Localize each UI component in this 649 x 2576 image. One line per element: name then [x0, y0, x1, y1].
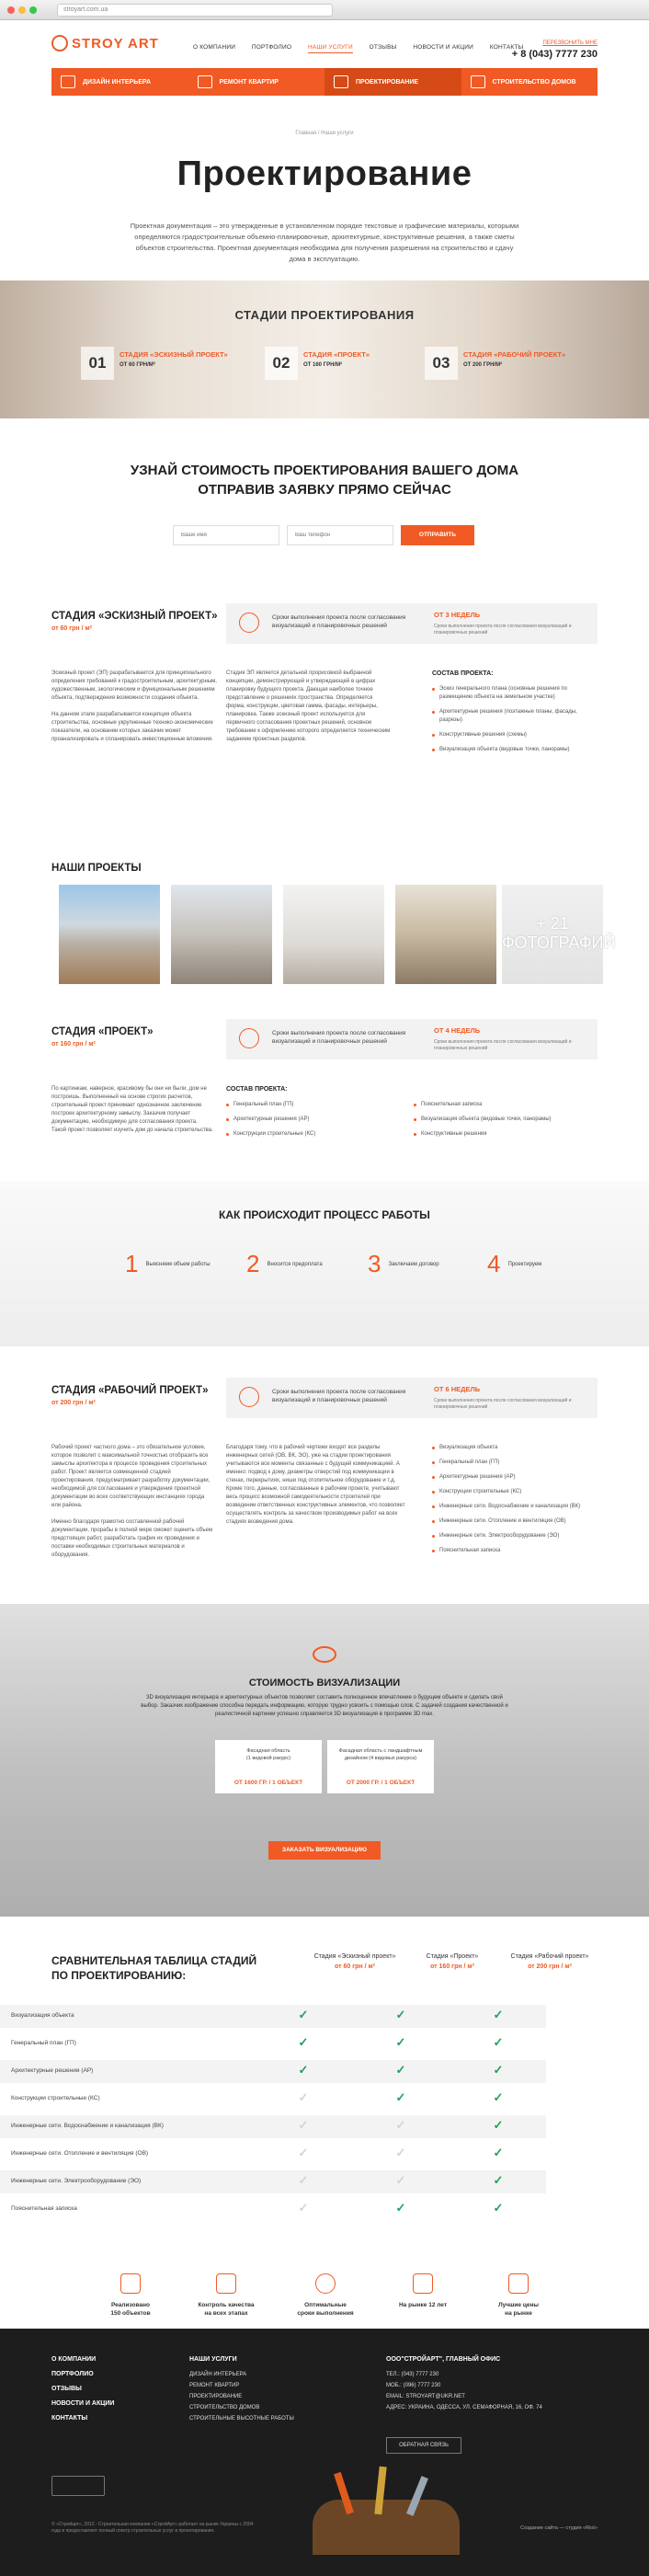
sketch-price: от 60 грн / м² — [51, 625, 92, 632]
feature-text: Контроль качества на всех этапах — [198, 2302, 255, 2317]
row-label: Инженерные сети. Отопление и вентиляция (ОВ) — [11, 2150, 149, 2157]
term-value: ОТ 3 НЕДЕЛЬ — [434, 611, 481, 619]
list-title: СОСТАВ ПРОЕКТА: — [432, 670, 494, 677]
term-note: Сроки выполнения проекта после согласования визуализаций и планировочных решений — [434, 1039, 572, 1051]
page-title: Проектирование — [176, 155, 473, 193]
contact-line: МОБ.: (096) 7777 230 — [386, 2383, 441, 2388]
sketch-title: СТАДИЯ «ЭСКИЗНЫЙ ПРОЕКТ» — [51, 611, 218, 622]
service-design[interactable]: ПРОЕКТИРОВАНИЕ — [324, 68, 461, 96]
projects-title: НАШИ ПРОЕКТЫ — [51, 863, 142, 874]
minimize-window-icon[interactable] — [18, 6, 26, 14]
clock-icon — [239, 613, 259, 633]
footer-heading: НАШИ УСЛУГИ — [189, 2356, 237, 2363]
clock-icon — [315, 2273, 336, 2294]
sketch-text1b: На данном этапе разрабатывается концепция объекта строительства, основные укрупненные технико-экономические показатели, на основании которых заказчик может проанализировать и спланировать инвестиционные вложения. — [51, 712, 213, 742]
top-nav — [193, 44, 538, 51]
col-price: от 160 грн / м² — [430, 1963, 474, 1970]
table-row — [0, 2032, 546, 2055]
comparison-table — [0, 1917, 649, 2264]
tool-belt-image — [303, 2467, 469, 2558]
projects-gallery — [51, 863, 616, 982]
feature-item — [279, 2273, 371, 2318]
features-strip — [0, 2264, 649, 2329]
contact-line: ТЕЛ.: (043) 7777 230 — [386, 2372, 439, 2377]
phone-block — [512, 40, 598, 60]
check-icon: ✓ — [493, 2008, 504, 2021]
row-label: Архитектурные решения (АР) — [11, 2067, 94, 2074]
project-section — [0, 1006, 649, 1190]
feature-item — [85, 2273, 176, 2318]
project-photo[interactable] — [59, 885, 160, 984]
check-icon: ✓ — [493, 2201, 504, 2215]
list-item: Визуализация объекта (видовые точки, панорамы) — [414, 1116, 588, 1124]
project-price: от 160 грн / м² — [51, 1041, 96, 1048]
maximize-window-icon[interactable] — [29, 6, 37, 14]
working-price: от 200 грн / м² — [51, 1400, 96, 1406]
browser-chrome — [0, 0, 649, 20]
cta-section — [0, 418, 649, 589]
footer-link[interactable]: РЕМОНТ КВАРТИР — [189, 2383, 240, 2388]
nav-services[interactable]: НАШИ УСЛУГИ — [308, 44, 353, 53]
building-icon — [120, 2273, 141, 2294]
project-title: СТАДИЯ «ПРОЕКТ» — [51, 1026, 154, 1037]
card-label: Фасадная область с ландшафтным дизайном (4 видовых ракурса) — [338, 1748, 423, 1761]
name-input[interactable] — [173, 525, 279, 545]
stage-number: 01 — [81, 347, 114, 380]
list-item: Пояснительная записка — [432, 1547, 598, 1555]
sketch-term-box — [226, 603, 598, 644]
nav-contacts[interactable]: КОНТАКТЫ — [489, 44, 524, 51]
more-count: + 21 — [536, 914, 569, 933]
feature-text: Лучшие цены на рынке — [498, 2302, 539, 2317]
project-term-box — [226, 1019, 598, 1059]
list-title: СОСТАВ ПРОЕКТА: — [226, 1086, 288, 1093]
term-text: Сроки выполнения проекта после согласования визуализаций и планировочных решений — [272, 1030, 406, 1045]
row-label: Конструкции строительные (КС) — [11, 2095, 100, 2101]
term-value: ОТ 4 НЕДЕЛЬ — [434, 1026, 481, 1035]
diamond-icon — [216, 2273, 236, 2294]
list-item: Инженерные сети. Отопление и вентиляция (ОВ) — [432, 1517, 598, 1526]
term-note: Сроки выполнения проекта после согласования визуализаций и планировочных решений — [434, 1398, 572, 1410]
viz-text: 3D визуализация интерьера и архитектурных объектов позволяет составить полноценное впечатление о будущем объекте и сделать свой выбор. Заказчик изображение способна передать информацию, которую трудно усвоить с помощью слов. С задачей создания качественной и реалистичной картинки успешно справляется 3D визуализация в программе 3D max. — [141, 1695, 508, 1717]
order-viz-button[interactable]: ЗАКАЗАТЬ ВИЗУАЛИЗАЦИЮ — [268, 1841, 381, 1860]
feature-text: Реализовано 150 объектов — [110, 2302, 151, 2317]
list-item: Генеральный план (ГП) — [226, 1101, 410, 1109]
sketch-list — [432, 670, 598, 761]
list-item: Инженерные сети. Электрооборудование (ЭО) — [432, 1532, 598, 1540]
check-disabled-icon: ✓ — [298, 2090, 309, 2104]
table-row — [0, 2198, 546, 2221]
working-list — [432, 1444, 598, 1562]
feature-text: Оптимальные сроки выполнения — [297, 2302, 354, 2317]
row-label: Визуализация объекта — [11, 2012, 74, 2019]
project-photo[interactable] — [283, 885, 384, 984]
address-bar[interactable]: stroyart.com.ua — [57, 4, 333, 17]
list-item: Конструктивные решения — [414, 1130, 588, 1139]
footer-services — [189, 2354, 294, 2424]
contact-line: АДРЕС: УКРАИНА, ОДЕССА, УЛ. СЕМАФОРНАЯ, 16, ОФ. 74 — [386, 2405, 542, 2410]
site-footer — [0, 2329, 649, 2576]
stage-title: СТАДИЯ «РАБОЧИЙ ПРОЕКТ» — [463, 350, 566, 359]
clock-icon — [239, 1028, 259, 1048]
step-text: Вносится предоплата — [267, 1261, 323, 1267]
intro-text: Проектная документация – это утвержденные в установленном порядке текстовые и графические материалы, которыми определяются градостроительные объемно-планировочные, архитектурные, конструктивные решения, а также сметы объектов строительства. Проектная документация необходима для получения разрешения на строительство и сдачу дома в эксплуатацию. — [130, 222, 519, 263]
table-row — [0, 2088, 546, 2111]
sofa-icon — [61, 75, 75, 88]
card-label: Фасадная область (1 видовой ракурс) — [245, 1748, 291, 1761]
check-icon: ✓ — [493, 2118, 504, 2132]
callback-link[interactable]: ПЕРЕЗВОНИТЬ МНЕ — [542, 40, 598, 46]
list-item: Архитектурные решения (АР) — [226, 1116, 410, 1124]
step-number: 4 — [487, 1250, 501, 1277]
col-name: Стадия «Эскизный проект» — [313, 1953, 396, 1960]
table-row — [0, 2170, 546, 2193]
comparison-title: СРАВНИТЕЛЬНАЯ ТАБЛИЦА СТАДИЙ ПО ПРОЕКТИРОВАНИЮ: — [51, 1954, 257, 1982]
footer-link[interactable]: СТРОИТЕЛЬНЫЕ ВЫСОТНЫЕ РАБОТЫ — [189, 2416, 294, 2421]
step-number: 3 — [368, 1250, 381, 1277]
stage-card-2[interactable] — [265, 347, 430, 380]
term-text: Сроки выполнения проекта после согласования визуализаций и планировочных решений — [272, 614, 406, 629]
working-section — [0, 1365, 649, 1622]
process-step — [487, 1250, 607, 1278]
check-icon: ✓ — [493, 2035, 504, 2049]
list-item: Визуализация объекта — [432, 1444, 598, 1452]
list-item: Эскиз генерального плана (основные решения по размещению объекта на земельном участке) — [432, 685, 598, 702]
check-icon: ✓ — [395, 2090, 406, 2104]
check-disabled-icon: ✓ — [298, 2146, 309, 2159]
more-photos[interactable] — [502, 885, 616, 984]
stage-price: ОТ 60 ГРН/М² — [120, 362, 155, 368]
footer-link[interactable]: ДИЗАЙН ИНТЕРЬЕРА — [189, 2372, 247, 2377]
check-icon: ✓ — [493, 2146, 504, 2159]
list-item: Конструктивные решения (схемы) — [432, 731, 598, 739]
project-list2 — [414, 1101, 588, 1145]
contact-line: EMAIL: STROYART@UKR.NET — [386, 2394, 465, 2399]
list-item: Инженерные сети. Водоснабжение и канализация (ВК) — [432, 1503, 598, 1511]
viz-price-card — [215, 1740, 322, 1793]
check-icon: ✓ — [493, 2173, 504, 2187]
feedback-button[interactable]: ОБРАТНАЯ СВЯЗЬ — [386, 2437, 461, 2454]
list-item: Архитектурные решения (поэтажные планы, фасады, разрезы) — [432, 708, 598, 725]
house-icon — [471, 75, 485, 88]
service-renovation[interactable]: РЕМОНТ КВАРТИР — [188, 68, 325, 96]
check-icon: ✓ — [298, 2035, 309, 2049]
table-row — [0, 2060, 546, 2083]
check-icon: ✓ — [395, 2201, 406, 2215]
check-disabled-icon: ✓ — [395, 2173, 406, 2187]
feature-item — [473, 2273, 564, 2318]
viz-section — [0, 1604, 649, 1917]
step-text: Выясняем объем работы — [145, 1261, 211, 1267]
sketch-text1: Эскизный проект (ЭП) разрабатывается для принципиального определения требований к градостроительным, архитектурным, художественным, экологическим и функциональным решениям объекта, подтверждения возможности создания объекта. — [51, 670, 217, 701]
stage-number: 03 — [425, 347, 458, 380]
working-text2: Благодаря тому, что в рабочий чертежи входят все разделы инженерных сетей (ОВ, ВК, ЭО), уже на стадии проектирования учитываются все моменты связанные с будущей коммуникацией. А именно: подвод к дому, диаметры отверстий под коммуникации в стенах, перекрытиях, ниши под отопительное оборудование и т.д. Кроме того, данные, согласованные в рабочем проекте, учитывают весь процесс возможной самодеятельности строителей при возведении ответственных конструктивных элементов, что позволяет осуществлять контроль за качеством производимых работ на всех стадиях возведения дома. — [226, 1445, 405, 1525]
clock-icon — [239, 1387, 259, 1407]
more-label: ФОТОГРАФИЙ — [502, 933, 616, 952]
close-window-icon[interactable] — [7, 6, 15, 14]
check-disabled-icon: ✓ — [298, 2173, 309, 2187]
list-item: Пояснительная записка — [414, 1101, 588, 1109]
logo-icon — [51, 35, 68, 52]
col-name: Стадия «Рабочий проект» — [510, 1953, 589, 1960]
eye-icon — [313, 1646, 336, 1663]
copyright: © «Стройарт», 2012 - Строительная компания «СтройАрт» работает на рынке Украины с 2004 года и предоставляет полный спектр строительных услуг и проектирования. — [51, 2522, 254, 2534]
list-item: Конструкции строительные (КС) — [432, 1488, 598, 1496]
sketch-text-col1 — [51, 670, 217, 744]
service-interior[interactable]: ДИЗАЙН ИНТЕРЬЕРА — [51, 68, 188, 96]
table-col-header — [397, 1953, 507, 1970]
check-disabled-icon: ✓ — [298, 2118, 309, 2132]
feature-item — [377, 2273, 469, 2309]
list-item: Генеральный план (ГП) — [432, 1459, 598, 1467]
working-text1b: Именно благодаря грамотно составленной рабочей документации, прорабы в полной мере сможет оценить объем предстоящих работ, разработать график их проведения и поставки необходимых строительных материалов и оборудования. — [51, 1519, 213, 1558]
footer-link[interactable]: НОВОСТИ И АКЦИИ — [51, 2400, 115, 2407]
footer-link[interactable]: ОТЗЫВЫ — [51, 2386, 82, 2392]
check-icon: ✓ — [298, 2063, 309, 2077]
term-value: ОТ 6 НЕДЕЛЬ — [434, 1385, 481, 1393]
check-icon: ✓ — [298, 2008, 309, 2021]
process-title: КАК ПРОИСХОДИТ ПРОЦЕСС РАБОТЫ — [219, 1208, 430, 1221]
logo[interactable]: STROY ART — [51, 35, 159, 52]
stages-title: СТАДИИ ПРОЕКТИРОВАНИЯ — [234, 308, 415, 322]
footer-contacts — [386, 2354, 542, 2413]
nav-reviews[interactable]: ОТЗЫВЫ — [369, 44, 397, 51]
decor-logo — [51, 2476, 105, 2496]
sketch-text-col2 — [226, 670, 392, 744]
working-text-col1 — [51, 1444, 213, 1560]
stage-card-1[interactable] — [81, 347, 246, 380]
sketch-text2: Стадия ЭП является детальной прорисовкой выбранной концепции, демонстрирующей и утверждающей в цифрах планировку будущего проекта. Дающая наиболее точное представление о решениях пространства. Определяется форма, конструкции, цветовая гамма, фасады, интерьеры, планировка. Также эскизный проект используется для первичного согласования проектных решений, основное требование к оформлению которого определяется техническим заданием проектных разделов. — [226, 670, 391, 742]
footer-heading: ООО"СТРОЙАРТ", ГЛАВНЫЙ ОФИС — [386, 2356, 501, 2363]
working-term-box — [226, 1378, 598, 1418]
check-disabled-icon: ✓ — [395, 2146, 406, 2159]
col-name: Стадия «Проект» — [426, 1953, 479, 1960]
process-section — [0, 1181, 649, 1346]
service-construction[interactable]: СТРОИТЕЛЬСТВО ДОМОВ — [461, 68, 598, 96]
stages-hero — [0, 280, 649, 418]
process-step — [125, 1250, 245, 1278]
stage-price: ОТ 200 ГРН/М² — [463, 362, 503, 368]
submit-button[interactable]: ОТПРАВИТЬ — [401, 525, 474, 545]
list-item: Конструкции строительные (КС) — [226, 1130, 410, 1139]
step-text: Проектируем — [507, 1261, 542, 1267]
list-item: Визуализация объекта (видовые точки, панорамы) — [432, 746, 598, 754]
footer-nav — [51, 2354, 114, 2428]
stage-title: СТАДИЯ «ЭСКИЗНЫЙ ПРОЕКТ» — [120, 350, 228, 359]
table-row — [0, 2115, 546, 2138]
nav-portfolio[interactable]: ПОРТФОЛИО — [251, 44, 292, 51]
stage-card-3[interactable] — [425, 347, 590, 380]
feature-text: На рынке 12 лет — [398, 2302, 448, 2308]
card-price: ОТ 2000 ГР. / 1 ОБЪЕКТ — [346, 1780, 416, 1786]
check-icon: ✓ — [493, 2090, 504, 2104]
table-row — [0, 2143, 546, 2166]
process-step — [368, 1250, 487, 1278]
row-label: Пояснительная записка — [11, 2205, 77, 2212]
nav-news[interactable]: НОВОСТИ И АКЦИИ — [413, 44, 473, 51]
footer-link[interactable]: КОНТАКТЫ — [51, 2415, 88, 2421]
phone-input[interactable] — [287, 525, 393, 545]
list-item: Архитектурные решения (АР) — [432, 1473, 598, 1482]
stage-number: 02 — [265, 347, 298, 380]
project-photo[interactable] — [395, 885, 496, 984]
check-icon: ✓ — [395, 2035, 406, 2049]
phone-number[interactable]: + 8 (043) 7777 230 — [511, 49, 598, 60]
working-text-col2 — [226, 1444, 410, 1527]
feature-item — [180, 2273, 272, 2318]
breadcrumb[interactable]: Главная / Наши услуги — [295, 131, 354, 136]
nav-about[interactable]: О КОМПАНИИ — [193, 44, 236, 51]
table-row — [0, 2005, 546, 2028]
check-disabled-icon: ✓ — [298, 2201, 309, 2215]
site-header — [0, 20, 649, 112]
stage-title: СТАДИЯ «ПРОЕКТ» — [303, 350, 370, 359]
table-col-header — [495, 1953, 605, 1970]
step-number: 1 — [125, 1250, 139, 1277]
col-price: от 60 грн / м² — [335, 1963, 375, 1970]
table-col-header — [300, 1953, 410, 1970]
footer-link[interactable]: ПРОЕКТИРОВАНИЕ — [189, 2394, 243, 2399]
working-text1: Рабочий проект частного дома – это обязательное условие, которое позволит с максимальной точностью отобразить все замыслы архитектора в процессе проведения строительных работ. Проект является совмещенной стадией проектирования, предусматривает разработку документации, необходимой для согласования и утверждения проектной документации во всех соответствующих инстанциях города или района. — [51, 1445, 211, 1508]
row-label: Инженерные сети. Водоснабжение и канализация (ВК) — [11, 2123, 164, 2129]
term-text: Сроки выполнения проекта после согласования визуализаций и планировочных решений — [272, 1389, 406, 1403]
price-tag-icon — [508, 2273, 529, 2294]
crane-icon — [413, 2273, 433, 2294]
stage-price: ОТ 160 ГРН/М² — [303, 362, 343, 368]
compass-icon — [334, 75, 348, 88]
check-icon: ✓ — [395, 2063, 406, 2077]
viz-title: СТОИМОСТЬ ВИЗУАЛИЗАЦИИ — [248, 1677, 401, 1689]
services-bar — [51, 68, 598, 96]
check-icon: ✓ — [395, 2008, 406, 2021]
row-label: Генеральный план (ГП) — [11, 2040, 76, 2046]
footer-link[interactable]: О КОМПАНИИ — [51, 2356, 97, 2363]
roller-icon — [198, 75, 212, 88]
check-icon: ✓ — [493, 2063, 504, 2077]
check-disabled-icon: ✓ — [395, 2118, 406, 2132]
step-text: Заключаем договор — [388, 1261, 439, 1267]
project-text-p: По картинкам, наверное, красивому бы они ни были, дом не построишь. Выполненный на основе строгих расчетов, строительный проект принимает однозначное заключение построек архитектурному замыслу. Заказчик получает документацию, необходимую для согласования проекта. Такой проект позволяет изучить дом до начала строительства. — [51, 1086, 213, 1133]
cta-title: УЗНАЙ СТОИМОСТЬ ПРОЕКТИРОВАНИЯ ВАШЕГО ДОМА ОТПРАВИВ ЗАЯВКУ ПРЯМО СЕЙЧАС — [130, 463, 519, 498]
step-number: 2 — [246, 1250, 260, 1277]
term-note: Сроки выполнения проекта после согласования визуализаций и планировочных решений — [434, 624, 572, 635]
process-step — [246, 1250, 366, 1278]
project-text — [51, 1085, 213, 1135]
developer-link[interactable]: Создание сайта — студия «Riot» — [520, 2525, 598, 2531]
footer-link[interactable]: ПОРТФОЛИО — [51, 2371, 94, 2377]
footer-link[interactable]: СТРОИТЕЛЬСТВО ДОМОВ — [189, 2405, 260, 2410]
sketch-section — [0, 590, 649, 839]
row-label: Инженерные сети. Электрооборудование (ЭО) — [11, 2178, 142, 2184]
viz-price-card — [327, 1740, 434, 1793]
working-title: СТАДИЯ «РАБОЧИЙ ПРОЕКТ» — [51, 1385, 209, 1396]
card-price: ОТ 1600 ГР. / 1 ОБЪЕКТ — [233, 1780, 303, 1786]
project-photo[interactable] — [171, 885, 272, 984]
project-list1 — [226, 1085, 410, 1145]
col-price: от 200 грн / м² — [528, 1963, 572, 1970]
